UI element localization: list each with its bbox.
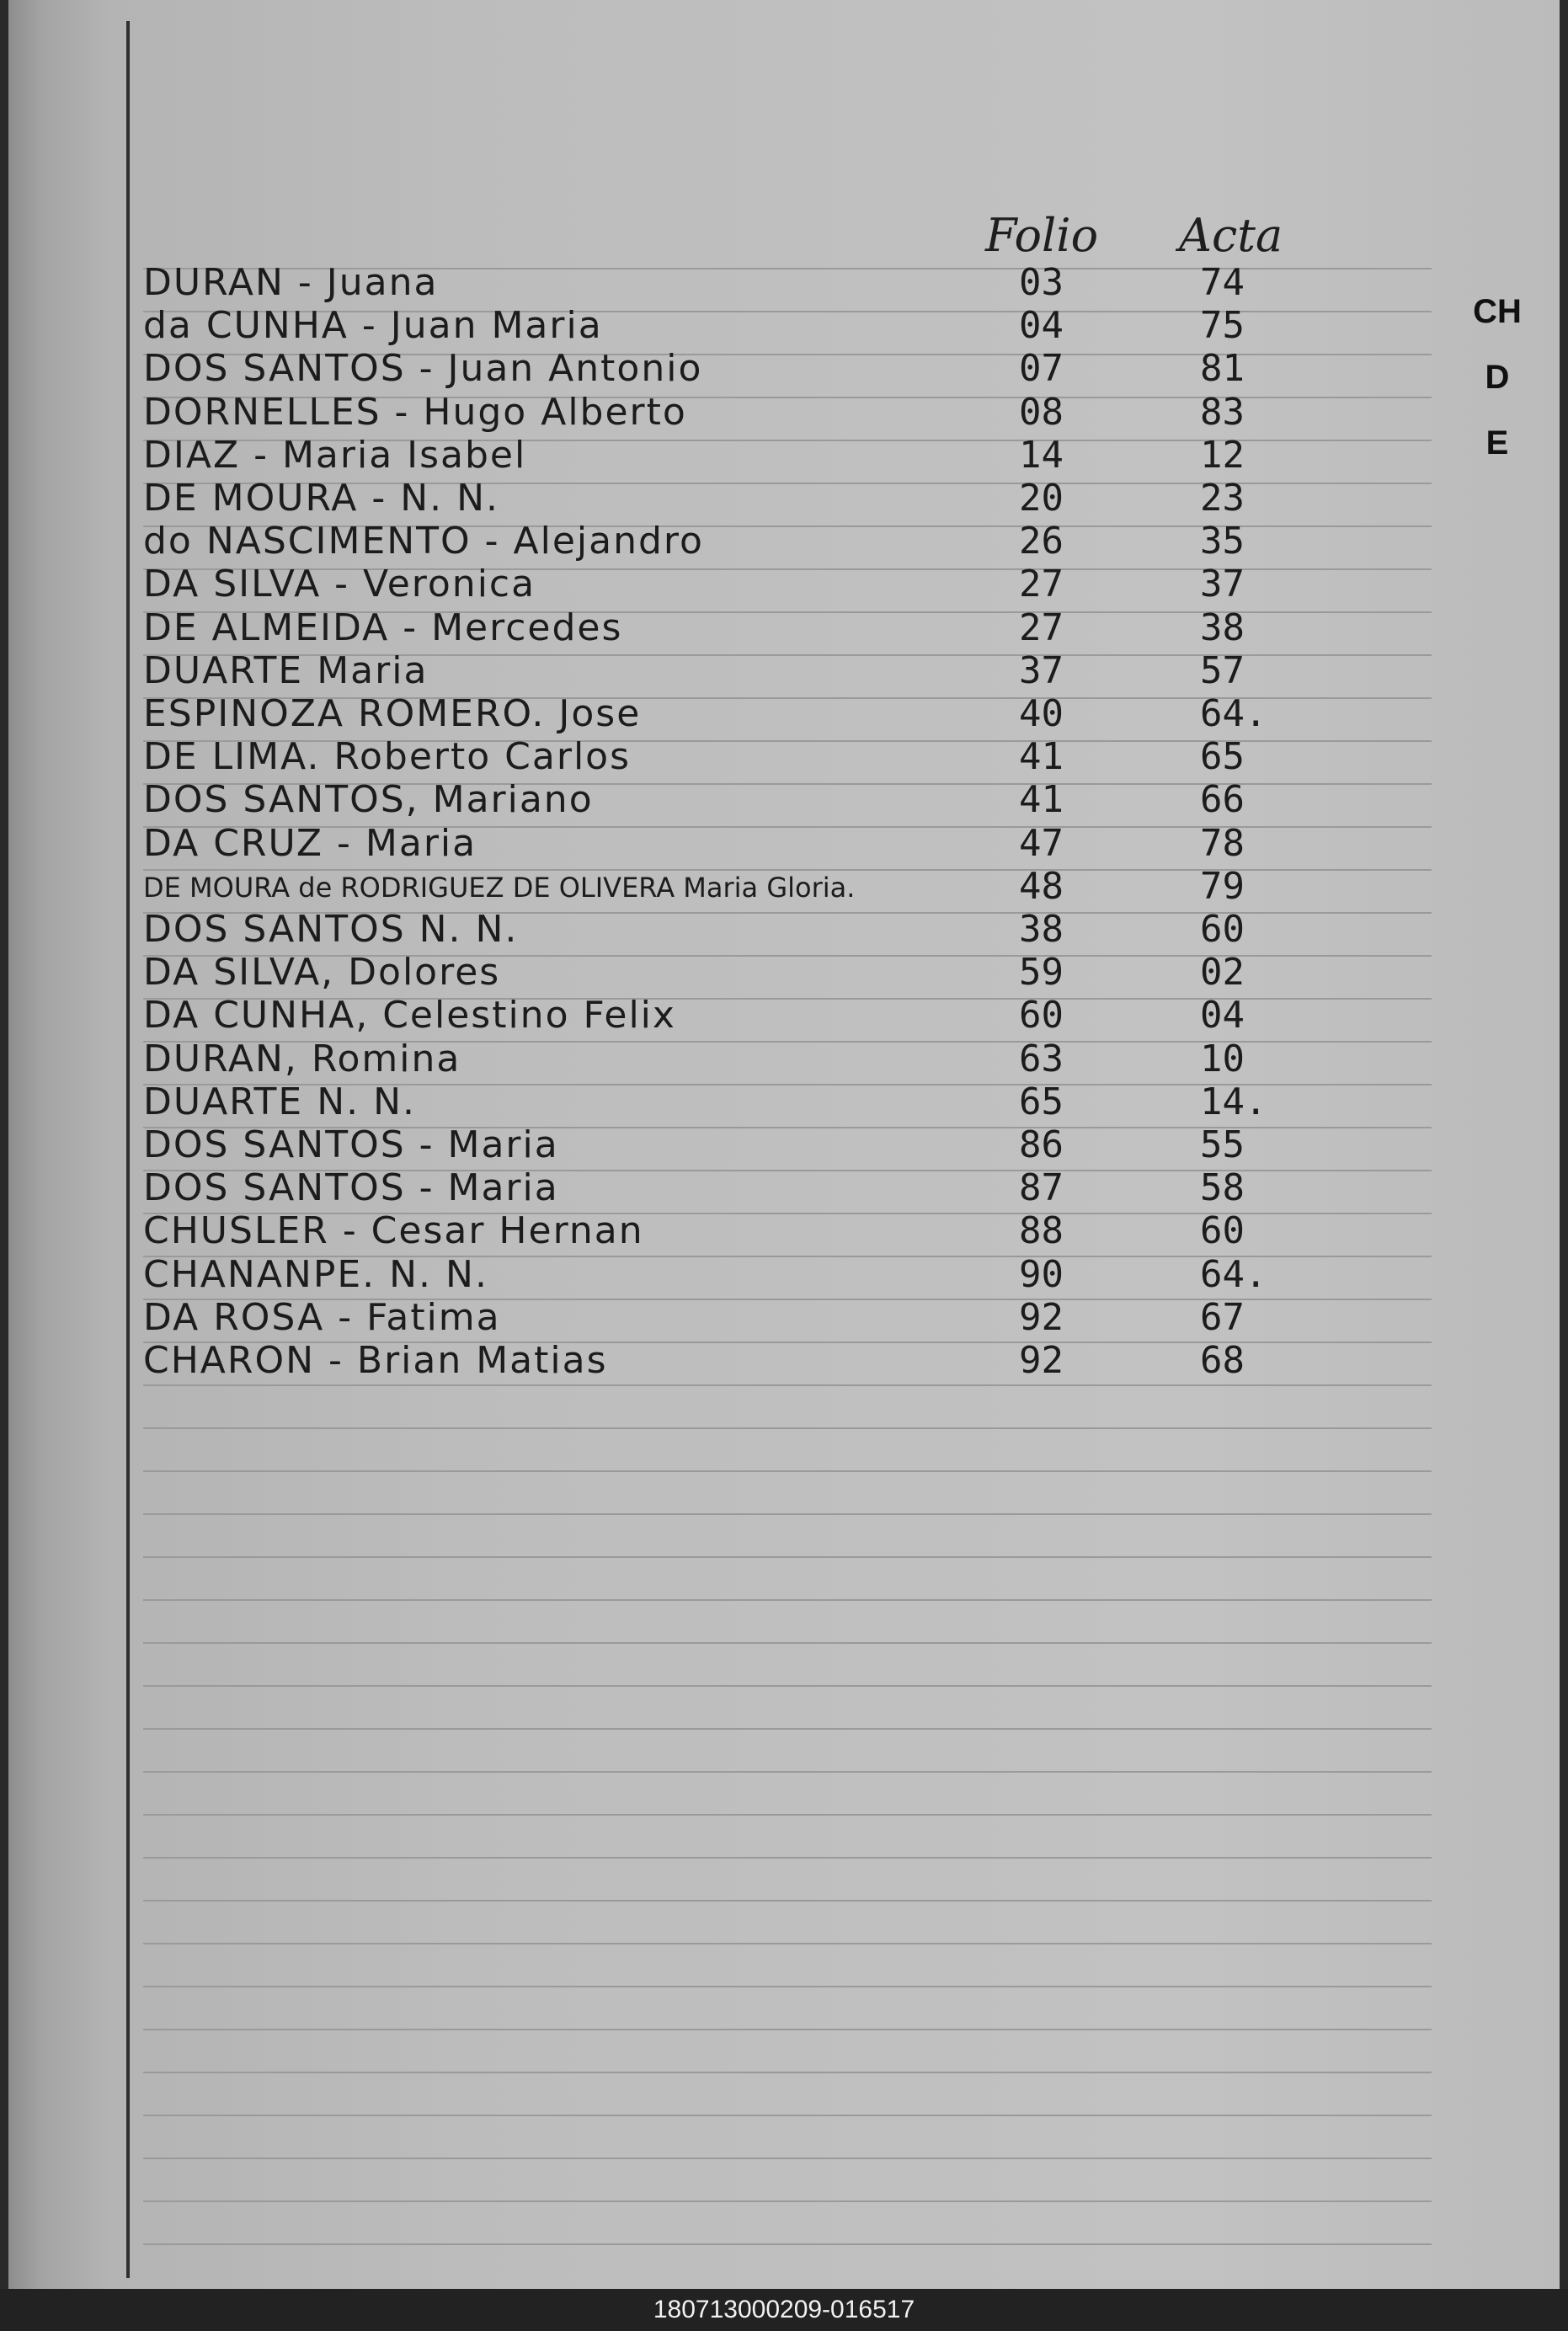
entry-folio: 20	[1019, 477, 1064, 520]
entry-name: CHUSLER - Cesar Hernan	[143, 1209, 644, 1253]
side-letter-ch: CH	[1473, 293, 1522, 330]
entry-folio: 60	[1019, 994, 1064, 1037]
entry-name: DOS SANTOS - Juan Antonio	[143, 347, 703, 391]
entry-acta: 02	[1200, 951, 1245, 995]
entry-name: DE MOURA - N. N.	[143, 477, 499, 520]
entry-folio: 87	[1019, 1166, 1064, 1210]
entry-name: DOS SANTOS - Maria	[143, 1123, 559, 1166]
entry-folio: 47	[1019, 821, 1064, 865]
entry-name: DOS SANTOS, Mariano	[143, 778, 594, 822]
entry-acta: 60	[1200, 1209, 1245, 1253]
ruled-line	[143, 1513, 1432, 1515]
entry-acta: 23	[1200, 477, 1245, 520]
index-entry	[143, 908, 1322, 952]
index-entry	[143, 1296, 1322, 1340]
folio-header: Folio	[985, 209, 1099, 262]
index-entry	[143, 477, 1322, 520]
ruled-line	[143, 2158, 1432, 2159]
index-entry	[143, 692, 1322, 736]
ruled-line	[143, 1900, 1432, 1902]
acta-header: Acta	[1179, 209, 1283, 262]
entry-folio: 90	[1019, 1252, 1064, 1296]
entry-acta: 68	[1200, 1339, 1245, 1382]
index-entry	[143, 735, 1322, 779]
ruled-line	[143, 2115, 1432, 2116]
entry-name: DURAN, Romina	[143, 1037, 461, 1080]
entry-folio: 03	[1019, 261, 1064, 304]
entry-folio: 92	[1019, 1295, 1064, 1339]
entry-name: DOS SANTOS - Maria	[143, 1166, 559, 1210]
ruled-line	[143, 1986, 1432, 1987]
entry-folio: 41	[1019, 778, 1064, 822]
index-entry	[143, 563, 1322, 606]
entry-folio: 27	[1019, 605, 1064, 649]
ruled-line	[143, 2243, 1432, 2245]
entry-acta: 79	[1200, 864, 1245, 908]
entry-folio: 86	[1019, 1123, 1064, 1166]
ruled-line	[143, 1943, 1432, 1944]
entry-acta: 83	[1200, 390, 1245, 434]
entry-folio: 07	[1019, 347, 1064, 391]
entry-acta: 67	[1200, 1295, 1245, 1339]
index-entry	[143, 261, 1322, 305]
index-entry	[143, 434, 1322, 477]
entry-name: DA ROSA - Fatima	[143, 1295, 501, 1339]
entry-folio: 63	[1019, 1037, 1064, 1080]
ruled-line	[143, 1857, 1432, 1859]
entry-name: DE ALMEIDA - Mercedes	[143, 605, 623, 649]
index-entry	[143, 1037, 1322, 1081]
ruled-line	[143, 2072, 1432, 2073]
entry-folio: 59	[1019, 951, 1064, 995]
ruled-line	[143, 1427, 1432, 1429]
entry-acta: 81	[1200, 347, 1245, 391]
entry-name: DUARTE Maria	[143, 648, 429, 692]
index-entry	[143, 606, 1322, 650]
index-entry	[143, 1123, 1322, 1167]
entry-acta: 75	[1200, 304, 1245, 348]
index-entry	[143, 1080, 1322, 1124]
index-entry	[143, 778, 1322, 822]
ruled-line	[143, 2200, 1432, 2202]
entry-acta: 64.	[1200, 692, 1267, 735]
entry-acta: 12	[1200, 433, 1245, 477]
ruled-line	[143, 1771, 1432, 1773]
entry-acta: 66	[1200, 778, 1245, 822]
entry-name: CHARON - Brian Matias	[143, 1339, 608, 1382]
ruled-line	[143, 1556, 1432, 1558]
entry-folio: 08	[1019, 390, 1064, 434]
index-entry	[143, 1339, 1322, 1383]
entry-folio: 37	[1019, 648, 1064, 692]
index-entry	[143, 1253, 1322, 1297]
ruled-line	[143, 1470, 1432, 1472]
entry-name: CHANANPE. N. N.	[143, 1252, 488, 1296]
side-letter-d: D	[1485, 359, 1510, 396]
entry-folio: 65	[1019, 1080, 1064, 1123]
entry-folio: 48	[1019, 864, 1064, 908]
entry-acta: 04	[1200, 994, 1245, 1037]
index-entry	[143, 822, 1322, 866]
index-entry	[143, 994, 1322, 1037]
entry-acta: 37	[1200, 563, 1245, 606]
ruled-line	[143, 1685, 1432, 1687]
entry-name: DOS SANTOS N. N.	[143, 908, 519, 951]
index-entry	[143, 1209, 1322, 1253]
ruled-line	[143, 2029, 1432, 2030]
entry-name: ESPINOZA ROMERO. Jose	[143, 692, 642, 735]
entry-folio: 92	[1019, 1339, 1064, 1382]
entry-name: DIAZ - Maria Isabel	[143, 433, 527, 477]
entry-folio: 40	[1019, 692, 1064, 735]
entry-name: DURAN - Juana	[143, 261, 439, 304]
entry-acta: 65	[1200, 735, 1245, 779]
ruled-line	[143, 1384, 1432, 1386]
margin-line	[126, 21, 130, 2278]
entry-acta: 10	[1200, 1037, 1245, 1080]
entry-acta: 74	[1200, 261, 1245, 304]
index-entry	[143, 304, 1322, 348]
entry-name: da CUNHA - Juan Maria	[143, 304, 603, 348]
side-letters	[1464, 288, 1531, 485]
entry-name: DA CRUZ - Maria	[143, 821, 477, 865]
entry-acta: 55	[1200, 1123, 1245, 1166]
index-entry	[143, 520, 1322, 563]
entry-name: DA CUNHA, Celestino Felix	[143, 994, 676, 1037]
document-id-footer: 180713000209-016517	[0, 2289, 1568, 2331]
entry-folio: 41	[1019, 735, 1064, 779]
index-entry	[143, 391, 1322, 435]
entry-acta: 64.	[1200, 1252, 1267, 1296]
entry-acta: 14.	[1200, 1080, 1267, 1123]
entry-folio: 88	[1019, 1209, 1064, 1253]
entry-acta: 58	[1200, 1166, 1245, 1210]
entry-acta: 35	[1200, 520, 1245, 563]
ruled-line	[143, 1599, 1432, 1601]
entry-name: DA SILVA - Veronica	[143, 563, 536, 606]
entry-name: DUARTE N. N.	[143, 1080, 417, 1123]
entry-acta: 38	[1200, 605, 1245, 649]
entry-acta: 78	[1200, 821, 1245, 865]
entry-name: DE LIMA. Roberto Carlos	[143, 735, 632, 779]
entry-name: do NASCIMENTO - Alejandro	[143, 520, 704, 563]
ruled-line	[143, 1642, 1432, 1644]
entry-name: DA SILVA, Dolores	[143, 951, 501, 995]
entry-folio: 14	[1019, 433, 1064, 477]
index-entry	[143, 865, 1322, 909]
entry-folio: 38	[1019, 908, 1064, 951]
entry-acta: 57	[1200, 648, 1245, 692]
entry-folio: 26	[1019, 520, 1064, 563]
index-entry	[143, 1166, 1322, 1210]
entry-acta: 60	[1200, 908, 1245, 951]
entry-folio: 04	[1019, 304, 1064, 348]
entry-name: DORNELLES - Hugo Alberto	[143, 390, 687, 434]
entry-name: DE MOURA de RODRIGUEZ DE OLIVERA Maria Gloria.	[143, 871, 856, 904]
ruled-line	[143, 1814, 1432, 1816]
index-entry	[143, 347, 1322, 391]
entry-folio: 27	[1019, 563, 1064, 606]
index-entry	[143, 649, 1322, 693]
side-letter-e: E	[1485, 424, 1509, 461]
notebook-page	[8, 0, 1560, 2289]
index-entry	[143, 951, 1322, 995]
ruled-line	[143, 1728, 1432, 1730]
